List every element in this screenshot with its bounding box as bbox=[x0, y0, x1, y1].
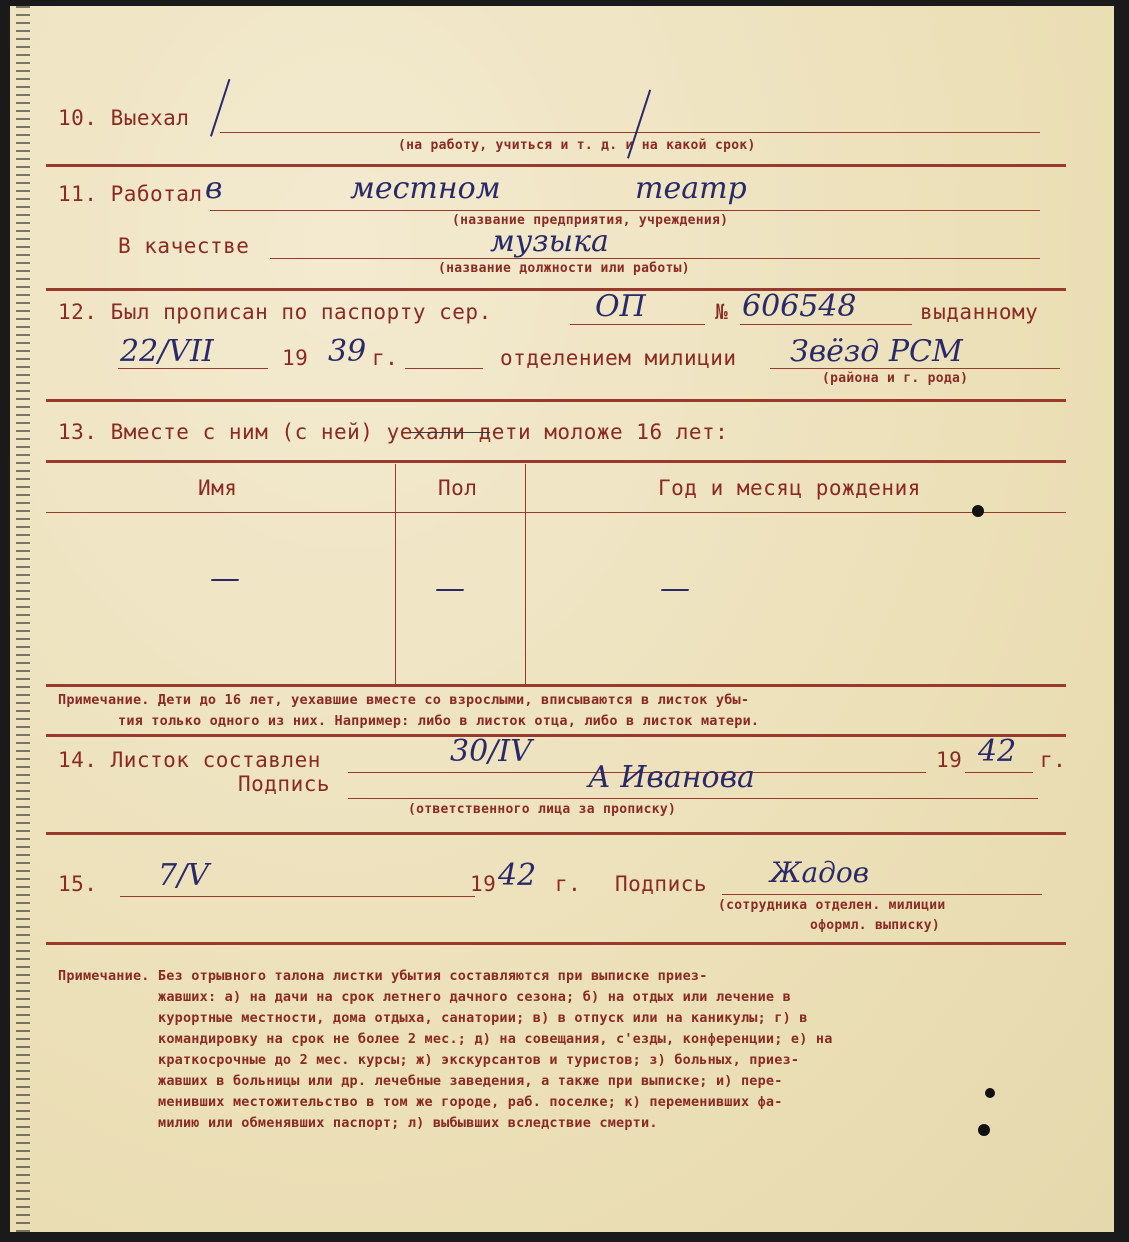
field-11-caption: (название предприятия, учреждения) bbox=[452, 213, 729, 228]
table-birth-value: — bbox=[660, 571, 690, 606]
note-2-line-3: курортные местности, дома отдыха, санатории; в) в отпуск или на каникулы; г) в bbox=[158, 1010, 808, 1026]
table-col-divider bbox=[525, 464, 526, 686]
note-2-line-5: краткосрочные до 2 мес. курсы; ж) экскурсантов и туристов; з) больных, приез- bbox=[158, 1052, 800, 1068]
signature-label: Подпись bbox=[238, 772, 331, 796]
separator bbox=[46, 942, 1066, 945]
field-15-year-prefix: 19 bbox=[470, 872, 497, 896]
separator bbox=[46, 288, 1066, 291]
field-12-blank-line bbox=[405, 368, 483, 369]
field-14-year-suffix: г. bbox=[1040, 748, 1067, 772]
field-15-year-value: 42 bbox=[498, 858, 537, 893]
field-11-line bbox=[210, 210, 1040, 211]
strikethrough bbox=[410, 432, 490, 433]
note-2-line-8: милию или обменявших паспорт; л) выбывших вследствие смерти. bbox=[158, 1115, 658, 1131]
field-11-position-caption: (название должности или работы) bbox=[438, 261, 690, 276]
table-name-value: — bbox=[210, 561, 240, 596]
field-15-caption-2: оформл. выписку) bbox=[810, 918, 941, 933]
table-col-divider bbox=[395, 464, 396, 686]
perforation-edge bbox=[16, 6, 30, 1232]
table-header-sex: Пол bbox=[438, 476, 478, 500]
field-10-line bbox=[220, 132, 1040, 133]
field-12-number-line bbox=[740, 324, 912, 325]
field-12-police-label: отделением милиции bbox=[500, 346, 737, 370]
field-12-police-value: Звёзд РСМ bbox=[790, 334, 963, 369]
note-2-line-1: Примечание. Без отрывного талона листки убытия составляются при выписке приез- bbox=[58, 968, 708, 984]
field-14-year-value: 42 bbox=[978, 734, 1017, 769]
field-11-value-b: местном bbox=[350, 171, 501, 206]
field-14-caption: (ответственного лица за прописку) bbox=[408, 802, 677, 817]
field-12-date-value: 22/VII bbox=[120, 334, 214, 369]
field-12-series-value: ОП bbox=[595, 289, 646, 324]
field-11-position-label: В качестве bbox=[118, 234, 250, 258]
separator bbox=[46, 164, 1066, 167]
field-14-year-line bbox=[965, 772, 1033, 773]
field-11-position-line bbox=[270, 258, 1040, 259]
field-13-label: 13. Вместе с ним (с ней) уехали дети моложе 16 лет: bbox=[58, 420, 729, 444]
field-12-year-suffix: г. bbox=[372, 346, 399, 370]
field-15-caption-1: (сотрудника отделен. милиции bbox=[718, 898, 946, 913]
field-12-series-line bbox=[570, 324, 705, 325]
field-12-caption: (района и г. рода) bbox=[822, 371, 969, 386]
field-12-number-value: 606548 bbox=[742, 289, 857, 324]
signature-value: А Иванова bbox=[588, 760, 755, 795]
field-12-year-value: 39 bbox=[328, 334, 367, 369]
punch-hole bbox=[985, 1088, 995, 1098]
table-sex-value: — bbox=[435, 571, 465, 606]
field-12-year-prefix: 19 bbox=[282, 346, 309, 370]
note-2-line-2: жавших: а) на дачи на срок летнего дачного сезона; б) на отдых или лечение в bbox=[158, 989, 791, 1005]
strike-slash bbox=[210, 79, 230, 137]
note-2-line-7: менивших местожительство в том же городе, раб. поселке; к) переменивших фа- bbox=[158, 1094, 783, 1110]
field-12-issued-label: выданному bbox=[920, 300, 1039, 324]
separator bbox=[46, 832, 1066, 835]
separator bbox=[46, 399, 1066, 402]
field-14-year-prefix: 19 bbox=[936, 748, 963, 772]
note-1-line-1: Примечание. Дети до 16 лет, уехавшие вместе со взрослыми, вписываются в листок убы- bbox=[58, 692, 750, 708]
table-top-border bbox=[46, 460, 1066, 463]
signature-line bbox=[348, 798, 1038, 799]
field-10-caption: (на работу, учиться и т. д. и на какой срок) bbox=[398, 138, 756, 153]
field-12-label: 12. Был прописан по паспорту сер. bbox=[58, 300, 492, 324]
field-15-year-suffix: г. bbox=[555, 872, 582, 896]
field-15-line bbox=[120, 896, 475, 897]
separator bbox=[46, 734, 1066, 737]
field-11-value-a: в bbox=[205, 171, 223, 206]
table-header-line bbox=[46, 512, 1066, 513]
note-2-line-6: жавших в больницы или др. лечебные заведения, а также при выписке; и) пере- bbox=[158, 1073, 783, 1089]
field-11-label: 11. Работал bbox=[58, 182, 203, 206]
field-12-number-label: № bbox=[715, 300, 729, 324]
field-15-date-value: 7/V bbox=[158, 858, 209, 893]
table-bottom-border bbox=[46, 684, 1066, 687]
departure-form-sheet bbox=[10, 6, 1114, 1232]
field-15-label: 15. bbox=[58, 872, 98, 896]
punch-hole bbox=[972, 505, 984, 517]
note-2-line-4: командировку на срок не более 2 мес.; д) на совещания, с'езды, конференции; е) на bbox=[158, 1031, 833, 1047]
field-11-position-value: музыка bbox=[490, 224, 609, 259]
field-11-value-c: театр bbox=[635, 171, 747, 206]
field-15-signature-label: Подпись bbox=[615, 872, 708, 896]
table-header-birth: Год и месяц рождения bbox=[658, 476, 921, 500]
punch-hole bbox=[978, 1124, 990, 1136]
field-15-signature-line bbox=[722, 894, 1042, 895]
table-header-name: Имя bbox=[198, 476, 238, 500]
field-15-signature-value: Жадов bbox=[770, 856, 870, 889]
field-10-label: 10. Выехал bbox=[58, 106, 190, 130]
note-1-line-2: тия только одного из них. Например: либо в листок отца, либо в листок матери. bbox=[118, 713, 760, 729]
field-14-date-value: 30/IV bbox=[450, 734, 532, 769]
field-14-label: 14. Листок составлен bbox=[58, 748, 321, 772]
